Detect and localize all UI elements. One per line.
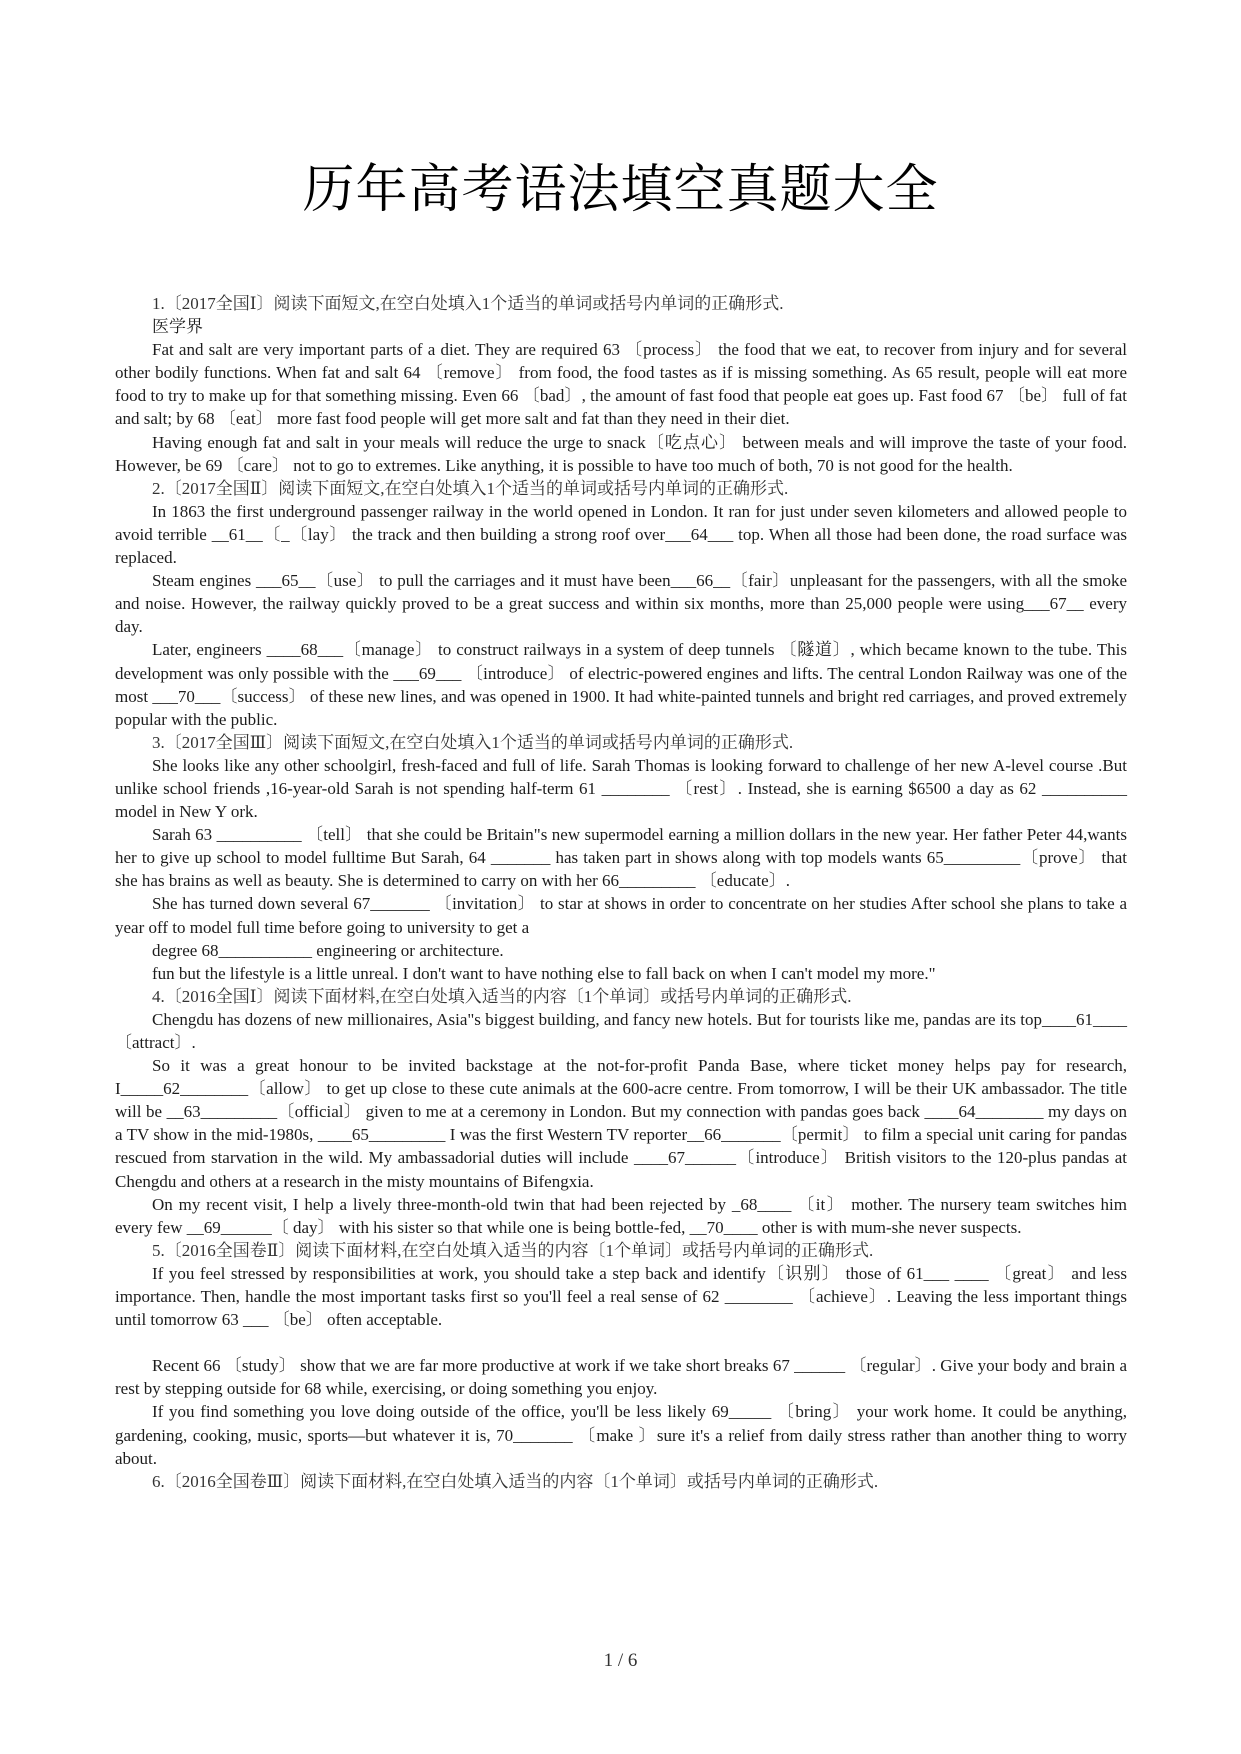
question-4-heading: 4.〔2016全国Ⅰ〕阅读下面材料,在空白处填入适当的内容〔1个单词〕或括号内单词的正确形式. (152, 986, 852, 1006)
passage-paragraph: If you find something you love doing outside of the office, you'll be less likely 69_____ 〔bring〕 your work home. It could be anything, gardening, cooking, music, sports—but whatever it is, 70_______ 〔make 〕sure it's a relief from daily stress rather than another thing to worry about. (115, 1402, 1127, 1468)
question-2-heading: 2.〔2017全国Ⅱ〕阅读下面短文,在空白处填入1个适当的单词或括号内单词的正确形式. (152, 478, 789, 498)
passage-paragraph: Steam engines ___65__〔use〕 to pull the carriages and it must have been___66__〔fair〕unpleasant for the passengers, with all the smoke and noise. However, the railway quickly proved to be a great success and within six months, more than 25,000 people were using___67__ every day. (115, 571, 1127, 637)
passage-paragraph: Fat and salt are very important parts of a diet. They are required 63 〔process〕 the food that we eat, to recover from injury and for several other bodily functions. When fat and salt 64 〔remove〕 from food, the food tastes as if is missing something. As 65 result, people will eat more food to try to make up for that something missing. Even 66 〔bad〕, the amount of fast food that people eat goes up. Fast food 67 〔be〕 full of fat and salt; by 68 〔eat〕 more fast food people will get more salt and fat than they need in their diet. (115, 340, 1127, 429)
document-body (115, 292, 1127, 1493)
document-title: 历年高考语法填空真题大全 (302, 160, 939, 220)
question-6-heading: 6.〔2016全国卷Ⅲ〕阅读下面材料,在空白处填入适当的内容〔1个单词〕或括号内单词的正确形式. (152, 1471, 879, 1491)
passage-paragraph: Chengdu has dozens of new millionaires, Asia"s biggest building, and fancy new hotels. But for tourists like me, pandas are its top____61____〔attract〕. (115, 1009, 1127, 1052)
passage-paragraph: She looks like any other schoolgirl, fresh-faced and full of life. Sarah Thomas is looking forward to challenge of her new A-level course .But unlike school friends ,16-year-old Sarah is not spending half-term 61 ________ 〔rest〕. Instead, she is earning $6500 a day as 62 __________ model in New Y ork. (115, 755, 1127, 822)
question-1-heading: 1.〔2017全国Ⅰ〕阅读下面短文,在空白处填入1个适当的单词或括号内单词的正确形式. (152, 294, 784, 313)
passage-paragraph: degree 68___________ engineering or architecture. (152, 940, 504, 960)
question-3-heading: 3.〔2017全国Ⅲ〕阅读下面短文,在空白处填入1个适当的单词或括号内单词的正确形式. (152, 732, 794, 752)
paragraph-spacer (115, 1331, 1127, 1354)
passage-subtitle: 医学界 (152, 317, 203, 337)
passage-paragraph: Sarah 63 __________ 〔tell〕 that she could be Britain"s new supermodel earning a million dollars in the new year. Her father Peter 44,wants her to give up school to model fulltime But Sarah, 64 _______ has taken part in shows along with top models wants 65_________〔prove〕 that she has brains as well as beauty. She is determined to carry on with her 66_________ 〔educate〕. (115, 825, 1127, 891)
page-number: 1 / 6 (603, 1650, 638, 1671)
passage-paragraph: So it was a great honour to be invited backstage at the not-for-profit Panda Base, where ticket money helps pay for research, I_____62________〔allow〕 to get up close to these cute animals at the 600-acre centre. From tomorrow, I will be their UK ambassador. The title will be __63_________〔official〕 given to me at a ceremony in London. But my connection with pandas goes back ____64________ my days on a TV show in the mid-1980s, ____65_________ I was the first Western TV reporter__66_______〔permit〕 to film a special unit caring for pandas rescued from starvation in the wild. My ambassadorial duties will include ____67______〔introduce〕 British visitors to the 120-plus pandas at Chengdu and others at a research in the misty mountains of Bifengxia. (115, 1056, 1127, 1191)
question-5-heading: 5.〔2016全国卷Ⅱ〕阅读下面材料,在空白处填入适当的内容〔1个单词〕或括号内单词的正确形式. (152, 1240, 874, 1260)
passage-paragraph: If you feel stressed by responsibilities at work, you should take a step back and identify〔识别〕 those of 61___ ____ 〔great〕 and less importance. Then, handle the most important tasks first so you'll feel a real sense of 62 ________ 〔achieve〕. Leaving the less important things until tomorrow 63 ___ 〔be〕 often acceptable. (115, 1263, 1127, 1330)
passage-paragraph: She has turned down several 67_______ 〔invitation〕 to star at shows in order to concentrate on her studies After school she plans to take a year off to model full time before going to university to get a (115, 894, 1127, 937)
passage-paragraph: Having enough fat and salt in your meals will reduce the urge to snack〔吃点心〕 between meals and will improve the taste of your food. However, be 69 〔care〕 not to go to extremes. Like anything, it is possible to have too much of both, 70 is not good for the health. (115, 432, 1127, 475)
passage-paragraph: On my recent visit, I help a lively three-month-old twin that had been rejected by _68____ 〔it〕 mother. The nursery team switches him every few __69______〔 day〕 with his sister so that while one is being bottle-fed, __70____ other is with mum-she never suspects. (115, 1194, 1127, 1237)
passage-paragraph: Later, engineers ____68___〔manage〕 to construct railways in a system of deep tunnels 〔隧道〕, which became known to the tube. This development was only possible with the ___69___ 〔introduce〕 of electric-powered engines and lifts. The central London Railway was one of the most ___70___〔success〕 of these new lines, and was opened in 1900. It had white-painted tunnels and bright red carriages, and proved extremely popular with the public. (115, 640, 1127, 729)
passage-paragraph: fun but the lifestyle is a little unreal. I don't want to have nothing else to fall back on when I can't model my more." (152, 963, 936, 983)
passage-paragraph: In 1863 the first underground passenger railway in the world opened in London. It ran for just under seven kilometers and allowed people to avoid terrible __61__〔_〔lay〕 the track and then building a strong roof over___64___ top. When all those had been done, the road surface was replaced. (115, 501, 1127, 568)
passage-paragraph: Recent 66 〔study〕 show that we are far more productive at work if we take short breaks 67 ______ 〔regular〕. Give your body and brain a rest by stepping outside for 68 while, exercising, or doing something you enjoy. (115, 1356, 1127, 1399)
